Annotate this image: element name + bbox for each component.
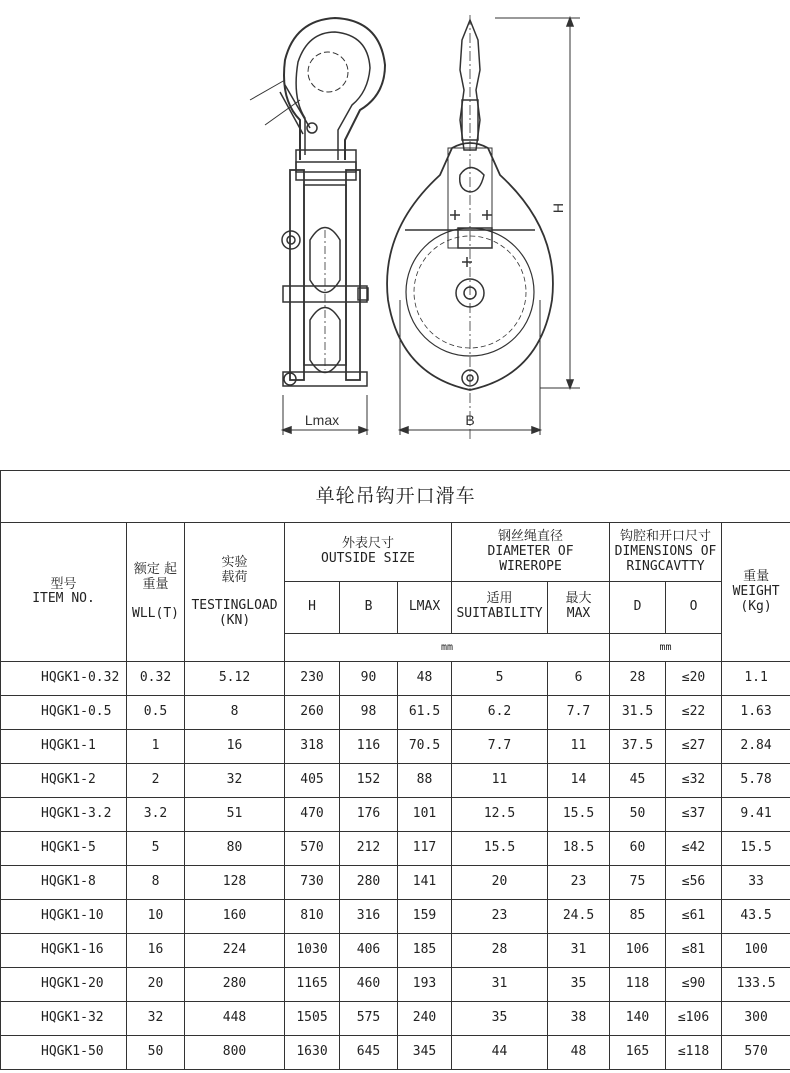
cell-suitability: 15.5 bbox=[452, 832, 548, 866]
table-row bbox=[1, 764, 790, 798]
cell-o: ≤37 bbox=[666, 798, 722, 832]
cell-wll: 10 bbox=[127, 900, 185, 934]
cell-weight: 15.5 bbox=[722, 832, 790, 866]
header-outside-cn: 外表尺寸 bbox=[341, 536, 394, 552]
cell-testing-load: 224 bbox=[185, 934, 285, 968]
header-max bbox=[548, 582, 610, 633]
header-testing-load bbox=[185, 523, 285, 662]
cell-lmax: 141 bbox=[398, 866, 452, 900]
cell-lmax: 88 bbox=[398, 764, 452, 798]
cell-h: 810 bbox=[285, 900, 340, 934]
cell-o: ≤42 bbox=[666, 832, 722, 866]
header-lmax: LMAX bbox=[398, 582, 452, 633]
cell-weight: 133.5 bbox=[722, 968, 790, 1002]
cell-item: HQGK1-5 bbox=[1, 832, 127, 866]
cell-suitability: 6.2 bbox=[452, 696, 548, 730]
cell-d: 118 bbox=[610, 968, 666, 1002]
cell-lmax: 159 bbox=[398, 900, 452, 934]
cell-suitability: 23 bbox=[452, 900, 548, 934]
cell-lmax: 61.5 bbox=[398, 696, 452, 730]
cell-d: 45 bbox=[610, 764, 666, 798]
cell-b: 645 bbox=[340, 1035, 398, 1069]
cell-h: 1505 bbox=[285, 1001, 340, 1035]
cell-b: 116 bbox=[340, 730, 398, 764]
cell-testing-load: 80 bbox=[185, 832, 285, 866]
header-rope-cn: 钢丝绳直径 bbox=[497, 528, 563, 544]
header-test-en: TESTINGLOAD (KN) bbox=[191, 598, 278, 629]
cell-wll: 20 bbox=[127, 968, 185, 1002]
table-row bbox=[1, 798, 790, 832]
cell-max: 48 bbox=[548, 1035, 610, 1069]
table-row bbox=[1, 832, 790, 866]
cell-wll: 8 bbox=[127, 866, 185, 900]
header-rope-en: DIAMETER OF WIREROPE bbox=[487, 543, 574, 574]
cell-wll: 3.2 bbox=[127, 798, 185, 832]
cell-weight: 9.41 bbox=[722, 798, 790, 832]
header-rope-diameter bbox=[452, 523, 610, 582]
cell-d: 140 bbox=[610, 1001, 666, 1035]
cell-lmax: 240 bbox=[398, 1001, 452, 1035]
header-d: D bbox=[610, 582, 666, 633]
header-ring-cavity bbox=[610, 523, 722, 582]
cell-b: 212 bbox=[340, 832, 398, 866]
cell-testing-load: 160 bbox=[185, 900, 285, 934]
table-row bbox=[1, 900, 790, 934]
cell-testing-load: 16 bbox=[185, 730, 285, 764]
cell-testing-load: 32 bbox=[185, 764, 285, 798]
cell-h: 318 bbox=[285, 730, 340, 764]
cell-wll: 0.5 bbox=[127, 696, 185, 730]
header-wll bbox=[127, 523, 185, 662]
cell-max: 35 bbox=[548, 968, 610, 1002]
table-row bbox=[1, 968, 790, 1002]
cell-suitability: 20 bbox=[452, 866, 548, 900]
cell-weight: 100 bbox=[722, 934, 790, 968]
cell-item: HQGK1-50 bbox=[1, 1035, 127, 1069]
cell-d: 165 bbox=[610, 1035, 666, 1069]
header-suit-en: SUITABILITY bbox=[456, 606, 543, 622]
cell-o: ≤22 bbox=[666, 696, 722, 730]
cell-weight: 2.84 bbox=[722, 730, 790, 764]
dim-b-label: B bbox=[465, 412, 475, 428]
cell-weight: 5.78 bbox=[722, 764, 790, 798]
cell-d: 75 bbox=[610, 866, 666, 900]
cell-d: 60 bbox=[610, 832, 666, 866]
cell-o: ≤61 bbox=[666, 900, 722, 934]
spec-table bbox=[0, 470, 790, 1070]
cell-weight: 1.63 bbox=[722, 696, 790, 730]
cell-lmax: 345 bbox=[398, 1035, 452, 1069]
cell-weight: 43.5 bbox=[722, 900, 790, 934]
cell-o: ≤32 bbox=[666, 764, 722, 798]
header-max-cn: 最大 bbox=[565, 591, 592, 607]
header-weight-en: WEIGHT (Kg) bbox=[732, 583, 780, 614]
cell-wll: 1 bbox=[127, 730, 185, 764]
cell-o: ≤81 bbox=[666, 934, 722, 968]
cell-suitability: 12.5 bbox=[452, 798, 548, 832]
cell-h: 570 bbox=[285, 832, 340, 866]
cell-item: HQGK1-0.5 bbox=[1, 696, 127, 730]
cell-b: 316 bbox=[340, 900, 398, 934]
cell-suitability: 44 bbox=[452, 1035, 548, 1069]
cell-d: 28 bbox=[610, 662, 666, 696]
cell-h: 405 bbox=[285, 764, 340, 798]
cell-o: ≤90 bbox=[666, 968, 722, 1002]
cell-h: 1165 bbox=[285, 968, 340, 1002]
cell-wll: 2 bbox=[127, 764, 185, 798]
cell-weight: 300 bbox=[722, 1001, 790, 1035]
cell-lmax: 117 bbox=[398, 832, 452, 866]
header-ring-cn: 钩腔和开口尺寸 bbox=[619, 528, 711, 544]
cell-testing-load: 8 bbox=[185, 696, 285, 730]
cell-max: 23 bbox=[548, 866, 610, 900]
cell-b: 460 bbox=[340, 968, 398, 1002]
cell-testing-load: 448 bbox=[185, 1001, 285, 1035]
cell-b: 152 bbox=[340, 764, 398, 798]
header-h: H bbox=[285, 582, 340, 633]
cell-b: 406 bbox=[340, 934, 398, 968]
cell-item: HQGK1-10 bbox=[1, 900, 127, 934]
cell-wll: 5 bbox=[127, 832, 185, 866]
cell-d: 31.5 bbox=[610, 696, 666, 730]
cell-testing-load: 128 bbox=[185, 866, 285, 900]
cell-suitability: 5 bbox=[452, 662, 548, 696]
cell-h: 1630 bbox=[285, 1035, 340, 1069]
cell-testing-load: 800 bbox=[185, 1035, 285, 1069]
header-weight bbox=[722, 523, 790, 662]
cell-item: HQGK1-8 bbox=[1, 866, 127, 900]
cell-suitability: 11 bbox=[452, 764, 548, 798]
cell-max: 31 bbox=[548, 934, 610, 968]
table-row bbox=[1, 866, 790, 900]
side-view-drawing bbox=[250, 18, 385, 435]
cell-testing-load: 280 bbox=[185, 968, 285, 1002]
cell-h: 470 bbox=[285, 798, 340, 832]
cell-max: 7.7 bbox=[548, 696, 610, 730]
cell-b: 90 bbox=[340, 662, 398, 696]
table-row bbox=[1, 934, 790, 968]
header-item-cn: 型号 bbox=[50, 576, 77, 592]
header-ring-en: DIMENSIONS OF RINGCAVTTY bbox=[614, 543, 717, 574]
cell-suitability: 35 bbox=[452, 1001, 548, 1035]
header-weight-cn: 重量 bbox=[743, 569, 770, 585]
header-o: O bbox=[666, 582, 722, 633]
cell-d: 37.5 bbox=[610, 730, 666, 764]
cell-max: 6 bbox=[548, 662, 610, 696]
cell-suitability: 28 bbox=[452, 934, 548, 968]
cell-weight: 33 bbox=[722, 866, 790, 900]
cell-weight: 1.1 bbox=[722, 662, 790, 696]
unit-mm-ring: mm bbox=[610, 633, 722, 662]
unit-mm-size: mm bbox=[285, 633, 610, 662]
cell-lmax: 193 bbox=[398, 968, 452, 1002]
dim-lmax-label: Lmax bbox=[304, 412, 340, 428]
cell-o: ≤106 bbox=[666, 1001, 722, 1035]
cell-h: 1030 bbox=[285, 934, 340, 968]
header-item-en: ITEM NO. bbox=[32, 591, 95, 607]
cell-max: 38 bbox=[548, 1001, 610, 1035]
cell-o: ≤118 bbox=[666, 1035, 722, 1069]
header-wll-en: WLL(T) bbox=[132, 605, 179, 621]
cell-max: 15.5 bbox=[548, 798, 610, 832]
cell-o: ≤56 bbox=[666, 866, 722, 900]
cell-max: 18.5 bbox=[548, 832, 610, 866]
cell-suitability: 31 bbox=[452, 968, 548, 1002]
cell-b: 176 bbox=[340, 798, 398, 832]
table-body bbox=[1, 662, 790, 1070]
cell-testing-load: 5.12 bbox=[185, 662, 285, 696]
cell-lmax: 101 bbox=[398, 798, 452, 832]
cell-o: ≤20 bbox=[666, 662, 722, 696]
cell-wll: 32 bbox=[127, 1001, 185, 1035]
header-item bbox=[1, 523, 127, 662]
cell-item: HQGK1-0.32 bbox=[1, 662, 127, 696]
cell-item: HQGK1-2 bbox=[1, 764, 127, 798]
table-row bbox=[1, 1035, 790, 1069]
cell-item: HQGK1-3.2 bbox=[1, 798, 127, 832]
cell-h: 230 bbox=[285, 662, 340, 696]
table-row bbox=[1, 1001, 790, 1035]
cell-max: 11 bbox=[548, 730, 610, 764]
cell-h: 260 bbox=[285, 696, 340, 730]
cell-d: 50 bbox=[610, 798, 666, 832]
cell-b: 575 bbox=[340, 1001, 398, 1035]
header-test-cn: 实验 载荷 bbox=[221, 554, 248, 585]
cell-d: 106 bbox=[610, 934, 666, 968]
header-suit-cn: 适用 bbox=[486, 591, 513, 607]
front-view-drawing bbox=[387, 15, 580, 440]
dim-h-label: H bbox=[550, 202, 566, 214]
cell-max: 14 bbox=[548, 764, 610, 798]
cell-wll: 16 bbox=[127, 934, 185, 968]
table-row bbox=[1, 730, 790, 764]
table-row bbox=[1, 696, 790, 730]
header-wll-cn: 额定 起重量 bbox=[133, 562, 178, 592]
table-title: 单轮吊钩开口滑车 bbox=[1, 471, 790, 523]
cell-d: 85 bbox=[610, 900, 666, 934]
header-max-en: MAX bbox=[566, 606, 591, 622]
table-row bbox=[1, 662, 790, 696]
cell-weight: 570 bbox=[722, 1035, 790, 1069]
cell-b: 98 bbox=[340, 696, 398, 730]
header-b: B bbox=[340, 582, 398, 633]
cell-item: HQGK1-16 bbox=[1, 934, 127, 968]
cell-o: ≤27 bbox=[666, 730, 722, 764]
cell-suitability: 7.7 bbox=[452, 730, 548, 764]
technical-drawing bbox=[0, 0, 790, 470]
header-outside-en: OUTSIDE SIZE bbox=[321, 551, 415, 567]
cell-item: HQGK1-32 bbox=[1, 1001, 127, 1035]
cell-b: 280 bbox=[340, 866, 398, 900]
cell-h: 730 bbox=[285, 866, 340, 900]
cell-wll: 50 bbox=[127, 1035, 185, 1069]
header-outside-size bbox=[285, 523, 452, 582]
cell-item: HQGK1-20 bbox=[1, 968, 127, 1002]
cell-lmax: 185 bbox=[398, 934, 452, 968]
cell-testing-load: 51 bbox=[185, 798, 285, 832]
cell-max: 24.5 bbox=[548, 900, 610, 934]
cell-lmax: 48 bbox=[398, 662, 452, 696]
cell-wll: 0.32 bbox=[127, 662, 185, 696]
header-suitability bbox=[452, 582, 548, 633]
cell-item: HQGK1-1 bbox=[1, 730, 127, 764]
cell-lmax: 70.5 bbox=[398, 730, 452, 764]
